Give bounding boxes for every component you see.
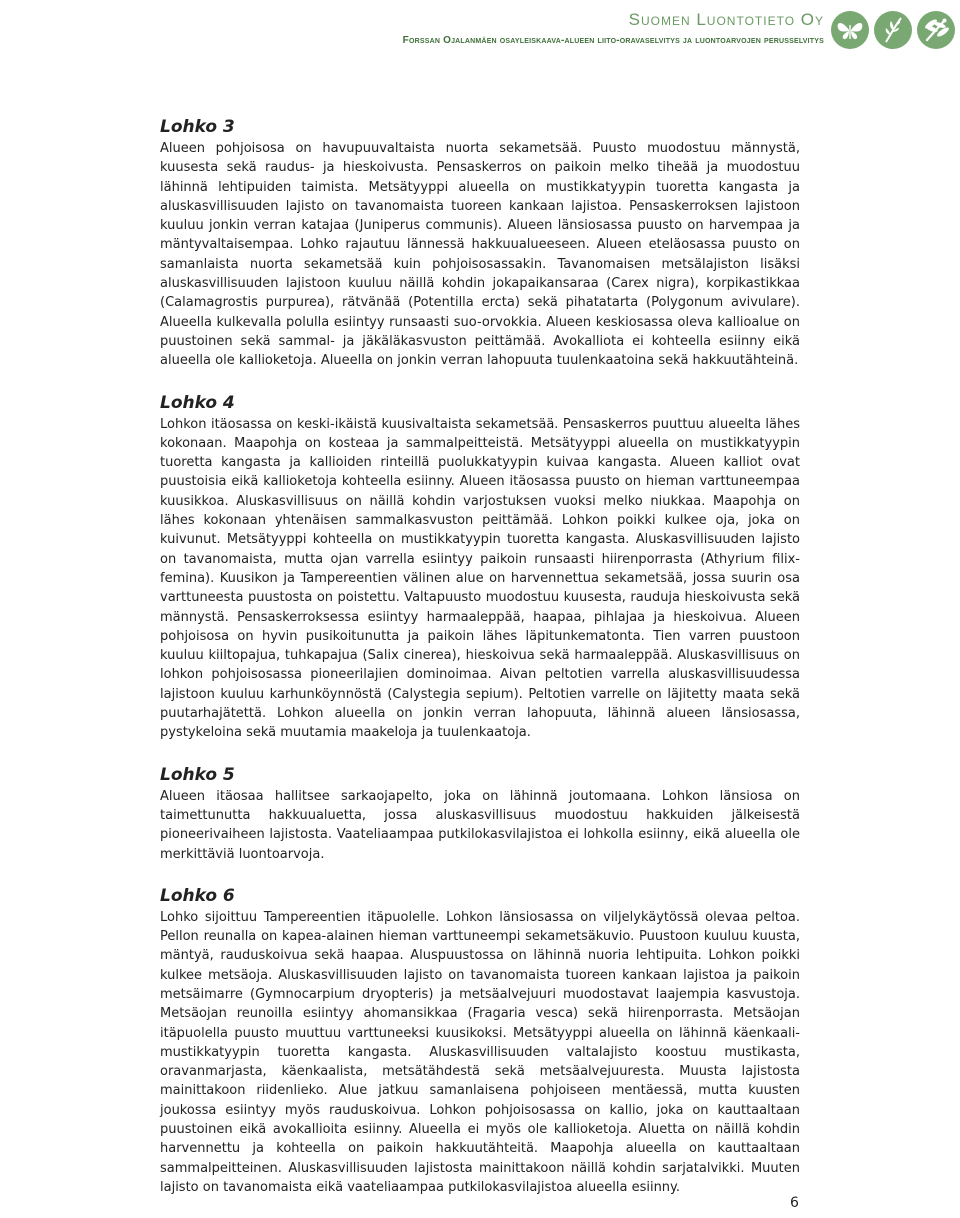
section-paragraph: Lohko sijoittuu Tampereentien itäpuolelle. Lohkon länsiosassa on viljelykäytössä olevaa peltoa. Pellon reunalla on kapea-alainen hieman varttuneempi sekametsäkuvio. Puustoon kuuluu kuusta, mäntyä, rauduskoivua sekä haapaa. Aluspuustossa on lähinnä nuoria lehtipuita. Lohkon poikki kulkee metsäoja. Aluskasvillisuuden lajisto on tavanomaista tuoreen kankaan lajistoa ja paikoin metsäimarre (Gymnocarpium dryopteris) ja metsäalvejuuri muodostavat laajempia kasvustoja. Metsäojan reunoilla esiintyy ahomansikkaa (Fragaria vesca) sekä hiirenporrasta. Metsäojan itäpuolella puusto muuttuu varttuneeksi kuusikoksi. Metsätyyppi alueella on lähinnä käenkaali-mustikkatyypin tuoretta kangasta. Aluskasvillisuuden valtalajisto koostuu mustikasta, oravanmarjasta, käenkaalista, metsätähdestä sekä metsäalvejuuresta. Muusta lajistosta mainittakoon riidenlieko. Alue jatkuu samanlaisena pohjoiseen mentäessä, mutta kuusten joukossa esiintyy myös rauduskoivua. Lohkon pohjoisosassa on kallio, joka on kauttaaltaan puustoinen eikä avokallioita esiinny. Alueella ei myös ole kallioketoja. Aluetta on näillä kohdin harvennettu ja kohteella on paikoin hakkuutähteitä. Maapohja alueella on kauttaaltaan sammalpeitteinen. Aluskasvillisuuden lajistosta mainittakoon näillä kohdin sarjatalvikki. Muuten lajisto on tavanomaista eikä vaateliaampaa putkilokasvilajistoa alueella esiinny. (160, 909, 800, 1195)
header-icons (830, 10, 956, 50)
section-paragraph: Alueen pohjoisosa on havupuuvaltaista nuorta sekametsää. Puusto muodostuu männystä, kuusesta sekä raudus- ja hieskoivusta. Pensaskerros on paikoin melko tiheää ja muodostuu lähinnä lehtipuiden taimista. Metsätyyppi alueella on mustikkatyypin tuoretta kangasta ja aluskasvillisuuden lajisto on tavanomaista tuoreen kankaan lajistoa. Pensaskerroksen lajistoon kuuluu jonkin verran katajaa (Juniperus communis). Alueen länsiosassa puusto on harvempaa ja mäntyvaltaisempaa. Lohko rajautuu lännessä hakkuualueeseen. Alueen eteläosassa puusto on samanlaista nuorta sekametsää kuin pohjoisosassakin. Tavanomaisen metsälajiston lisäksi aluskasvillisuuden lajistoon kuuluu näillä kohdin jokapaikansaraa (Carex nigra), korpikastikkaa (Calamagrostis purpurea), rätvänää (Potentilla ercta) sekä pihatatarta (Polygonum avivulare). Alueella kulkevalla polulla esiintyy runsaasti suo-orvokkia. Alueen keskiosassa oleva kallioalue on puustoinen sekä sammal- ja jäkäläkasvuston peittämää. Avokalliota ei kohteella esiinny eikä alueella ole kallioketoja. Alueella on jonkin verran lahopuuta tuulenkaatoina sekä hakkuutähteinä. (160, 141, 800, 369)
document-body (160, 116, 800, 1218)
page-header (0, 0, 960, 60)
fern-leaf-icon (873, 10, 913, 50)
section-heading: Lohko 5 (160, 764, 235, 785)
butterfly-icon (830, 10, 870, 50)
dragonfly-icon (916, 10, 956, 50)
section-paragraph: Lohkon itäosassa on keski-ikäistä kuusivaltaista sekametsää. Pensaskerros puuttuu alueelta lähes kokonaan. Maapohja on kosteaa ja sammalpeitteistä. Metsätyyppi alueella on mustikkatyypin tuoretta kangasta ja kallioiden rinteillä puolukkatyypin kuivaa kangasta. Alueen kalliot ovat puustoisia eikä kallioketoja kohteella esiinny. Alueen itäosassa puusto on hieman varttuneempaa kuusikkoa. Aluskasvillisuus on näillä kohdin varjostuksen vuoksi melko niukkaa. Maapohja on lähes kokonaan yhtenäisen sammalkasvuston peittämää. Lohkon poikki kulkee oja, joka on kuivunut. Metsätyyppi kohteella on mustikkatyypin tuoretta kangasta. Aluskasvillisuuden lajisto on tavanomaista, mutta ojan varrella esiintyy paikoin runsaasti hiirenporrasta (Athyrium filix-femina). Kuusikon ja Tampereentien välinen alue on harvennettua sekametsää, jossa suurin osa varttuneesta puustosta on poistettu. Valtapuusto muodostuu kuusesta, rauduja hieskoivusta sekä männystä. Pensaskerroksessa esiintyy harmaaleppää, haapaa, pihlajaa ja hieskoivua. Alueen pohjoisosa on hyvin pusikoitunutta ja paikoin lähes läpitunkematonta. Tien varren puustoon kuuluu kiiltopajua, tuhkapajua (Salix cinerea), hieskoivua sekä harmaaleppää. Aluskasvillisuus on lohkon pohjoisosassa pioneerilajien dominoimaa. Aivan peltotien varrella aluskasvillisuudessa lajistoon kuuluu karhunköynnöstä (Calystegia sepium). Peltotien varrelle on läjitetty maata sekä puutarhajätettä. Lohkon alueella on jonkin verran lahopuuta, lähinnä alueen länsiosassa, pystykeloina sekä muutamia maakeloja ja tuulenkaatoja. (160, 416, 800, 741)
report-subtitle: Forssan Ojalanmäen osayleiskaava-alueen liito-oravaselvitys ja luontoarvojen perusselvitys (402, 35, 824, 46)
section-lohko-3 (160, 116, 800, 371)
page-number: 6 (790, 1195, 799, 1211)
section-paragraph: Alueen itäosaa hallitsee sarkaojapelto, joka on lähinnä joutomaana. Lohkon länsiosa on taimettunutta hakkuualuetta, jossa aluskasvillisuus muodostuu hakkuiden jälkeisestä pioneerivaiheen lajistosta. Vaateliaampaa putkilokasvilajistoa ei lohkolla esiinny, eikä alueella ole merkittäviä luontoarvoja. (160, 788, 800, 862)
section-heading: Lohko 6 (160, 885, 235, 906)
section-lohko-5 (160, 764, 800, 864)
section-heading: Lohko 4 (160, 392, 235, 413)
company-name: Suomen Luontotieto Oy (628, 10, 824, 29)
section-lohko-4 (160, 392, 800, 743)
section-heading: Lohko 3 (160, 117, 235, 137)
section-lohko-6 (160, 885, 800, 1197)
